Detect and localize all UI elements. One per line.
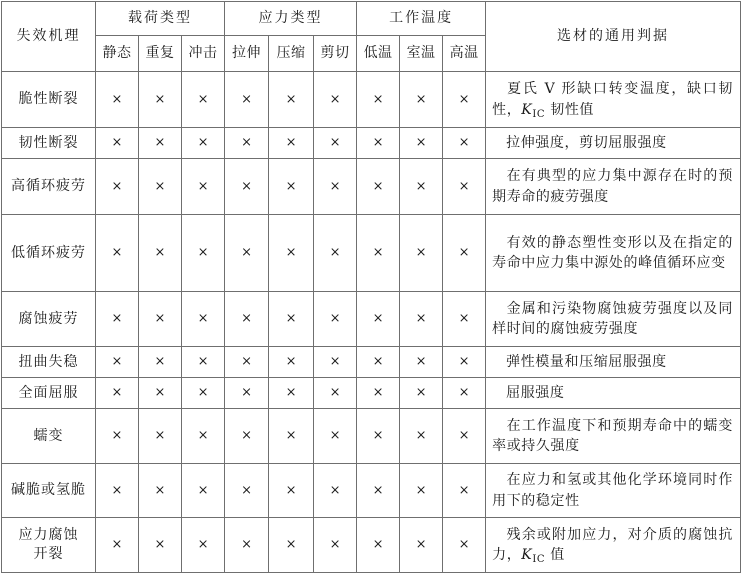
applicability-mark: × bbox=[96, 378, 139, 409]
applicability-mark: × bbox=[269, 464, 314, 518]
applicability-mark: × bbox=[96, 292, 139, 347]
applicability-mark: × bbox=[225, 378, 269, 409]
criteria-text: 在有典型的应力集中源存在时的预期寿命的疲劳强度 bbox=[492, 168, 733, 205]
applicability-mark: × bbox=[269, 128, 314, 159]
applicability-mark: × bbox=[96, 128, 139, 159]
table-row bbox=[2, 409, 741, 464]
table-row bbox=[2, 292, 741, 347]
subheader-impact: 冲击 bbox=[182, 36, 225, 72]
applicability-mark: × bbox=[182, 128, 225, 159]
failure-mode-cell: 扭曲失稳 bbox=[2, 347, 96, 378]
subheader-tension: 拉伸 bbox=[225, 36, 269, 72]
applicability-mark: × bbox=[225, 409, 269, 464]
applicability-mark: × bbox=[225, 518, 269, 573]
table-row bbox=[2, 72, 741, 128]
applicability-mark: × bbox=[182, 159, 225, 215]
applicability-mark: × bbox=[139, 409, 182, 464]
failure-mode-cell: 碱脆或氢脆 bbox=[2, 464, 96, 518]
applicability-mark: × bbox=[314, 378, 357, 409]
applicability-mark: × bbox=[182, 72, 225, 128]
applicability-mark: × bbox=[400, 72, 443, 128]
subheader-low-temp: 低温 bbox=[357, 36, 400, 72]
applicability-mark: × bbox=[225, 159, 269, 215]
applicability-mark: × bbox=[269, 159, 314, 215]
applicability-mark: × bbox=[400, 409, 443, 464]
applicability-mark: × bbox=[357, 159, 400, 215]
header-row bbox=[2, 2, 741, 36]
applicability-mark: × bbox=[96, 518, 139, 573]
applicability-mark: × bbox=[182, 464, 225, 518]
criteria-cell bbox=[486, 159, 741, 215]
failure-mode-cell: 高循环疲劳 bbox=[2, 159, 96, 215]
criteria-text: 有效的静态塑性变形以及在指定的寿命中应力集中源处的峰值循环应变 bbox=[492, 234, 733, 271]
applicability-mark: × bbox=[357, 518, 400, 573]
applicability-mark: × bbox=[443, 409, 486, 464]
applicability-mark: × bbox=[314, 215, 357, 292]
applicability-mark: × bbox=[443, 378, 486, 409]
applicability-mark: × bbox=[139, 215, 182, 292]
header-load-type: 载荷类型 bbox=[96, 2, 225, 36]
applicability-mark: × bbox=[400, 378, 443, 409]
applicability-mark: × bbox=[443, 518, 486, 573]
applicability-mark: × bbox=[443, 215, 486, 292]
applicability-mark: × bbox=[314, 409, 357, 464]
failure-mode-cell: 腐蚀疲劳 bbox=[2, 292, 96, 347]
applicability-mark: × bbox=[357, 378, 400, 409]
criteria-text: 在应力和氢或其他化学环境同时作用下的稳定性 bbox=[492, 472, 733, 509]
table-row bbox=[2, 215, 741, 292]
applicability-mark: × bbox=[443, 72, 486, 128]
criteria-text: 屈服强度 bbox=[506, 384, 565, 401]
applicability-mark: × bbox=[443, 159, 486, 215]
criteria-cell bbox=[486, 378, 741, 409]
applicability-mark: × bbox=[225, 215, 269, 292]
applicability-mark: × bbox=[443, 347, 486, 378]
subheader-high-temp: 高温 bbox=[443, 36, 486, 72]
applicability-mark: × bbox=[269, 215, 314, 292]
applicability-mark: × bbox=[96, 215, 139, 292]
header-stress-type: 应力类型 bbox=[225, 2, 357, 36]
applicability-mark: × bbox=[139, 518, 182, 573]
subheader-room-temp: 室温 bbox=[400, 36, 443, 72]
applicability-mark: × bbox=[443, 128, 486, 159]
applicability-mark: × bbox=[400, 292, 443, 347]
criteria-cell bbox=[486, 72, 741, 128]
criteria-text: 残余或附加应力，对介质的腐蚀抗力， bbox=[492, 526, 733, 563]
applicability-mark: × bbox=[139, 378, 182, 409]
applicability-mark: × bbox=[96, 159, 139, 215]
failure-mode-line: 开裂 bbox=[33, 546, 64, 562]
applicability-mark: × bbox=[357, 72, 400, 128]
table-row bbox=[2, 518, 741, 573]
applicability-mark: × bbox=[269, 518, 314, 573]
table-row bbox=[2, 159, 741, 215]
applicability-mark: × bbox=[357, 215, 400, 292]
criteria-cell bbox=[486, 292, 741, 347]
failure-mode-cell: 蠕变 bbox=[2, 409, 96, 464]
applicability-mark: × bbox=[225, 72, 269, 128]
applicability-mark: × bbox=[96, 72, 139, 128]
applicability-mark: × bbox=[182, 409, 225, 464]
table-row bbox=[2, 128, 741, 159]
failure-mode-cell: 脆性断裂 bbox=[2, 72, 96, 128]
applicability-mark: × bbox=[314, 292, 357, 347]
applicability-mark: × bbox=[225, 347, 269, 378]
criteria-text-tail: 韧性值 bbox=[545, 101, 595, 118]
applicability-mark: × bbox=[400, 128, 443, 159]
criteria-cell bbox=[486, 464, 741, 518]
applicability-mark: × bbox=[357, 409, 400, 464]
criteria-text: 弹性模量和压缩屈服强度 bbox=[506, 353, 667, 370]
applicability-mark: × bbox=[314, 518, 357, 573]
criteria-cell bbox=[486, 409, 741, 464]
applicability-mark: × bbox=[357, 347, 400, 378]
applicability-mark: × bbox=[314, 464, 357, 518]
applicability-mark: × bbox=[314, 128, 357, 159]
applicability-mark: × bbox=[182, 292, 225, 347]
applicability-mark: × bbox=[139, 292, 182, 347]
applicability-mark: × bbox=[139, 72, 182, 128]
subheader-repeated: 重复 bbox=[139, 36, 182, 72]
applicability-mark: × bbox=[314, 347, 357, 378]
header-criteria: 选材的通用判据 bbox=[486, 2, 741, 72]
criteria-text: 拉伸强度，剪切屈服强度 bbox=[506, 134, 667, 151]
applicability-mark: × bbox=[400, 347, 443, 378]
material-selection-table bbox=[1, 1, 741, 573]
fracture-toughness-subscript: IC bbox=[532, 554, 546, 565]
applicability-mark: × bbox=[314, 72, 357, 128]
applicability-mark: × bbox=[182, 347, 225, 378]
failure-mode-cell: 低循环疲劳 bbox=[2, 215, 96, 292]
applicability-mark: × bbox=[225, 464, 269, 518]
applicability-mark: × bbox=[269, 347, 314, 378]
applicability-mark: × bbox=[96, 409, 139, 464]
criteria-cell bbox=[486, 215, 741, 292]
applicability-mark: × bbox=[400, 159, 443, 215]
failure-mode-cell bbox=[2, 518, 96, 573]
applicability-mark: × bbox=[400, 464, 443, 518]
failure-mode-cell: 全面屈服 bbox=[2, 378, 96, 409]
applicability-mark: × bbox=[269, 72, 314, 128]
criteria-text: 金属和污染物腐蚀疲劳强度以及同样时间的腐蚀疲劳强度 bbox=[492, 300, 733, 337]
applicability-mark: × bbox=[400, 215, 443, 292]
criteria-text-tail: 值 bbox=[545, 547, 565, 563]
applicability-mark: × bbox=[269, 378, 314, 409]
applicability-mark: × bbox=[96, 464, 139, 518]
failure-mode-cell: 韧性断裂 bbox=[2, 128, 96, 159]
applicability-mark: × bbox=[357, 292, 400, 347]
table-row bbox=[2, 347, 741, 378]
applicability-mark: × bbox=[96, 347, 139, 378]
applicability-mark: × bbox=[225, 292, 269, 347]
criteria-cell bbox=[486, 518, 741, 573]
fracture-toughness-subscript: IC bbox=[532, 108, 546, 120]
applicability-mark: × bbox=[314, 159, 357, 215]
applicability-mark: × bbox=[182, 378, 225, 409]
subheader-static: 静态 bbox=[96, 36, 139, 72]
applicability-mark: × bbox=[443, 464, 486, 518]
header-temperature: 工作温度 bbox=[357, 2, 486, 36]
criteria-text: 在工作温度下和预期寿命中的蠕变率或持久强度 bbox=[492, 417, 733, 454]
failure-mode-line: 应力腐蚀 bbox=[18, 527, 79, 544]
applicability-mark: × bbox=[269, 409, 314, 464]
criteria-text: 夏氏 V 形缺口转变温度，缺口韧性， bbox=[492, 81, 733, 118]
applicability-mark: × bbox=[443, 292, 486, 347]
criteria-cell bbox=[486, 347, 741, 378]
header-failure-mode: 失效机理 bbox=[2, 2, 96, 72]
table-row bbox=[2, 378, 741, 409]
applicability-mark: × bbox=[182, 518, 225, 573]
subheader-compression: 压缩 bbox=[269, 36, 314, 72]
fracture-toughness-symbol: K bbox=[521, 101, 533, 118]
applicability-mark: × bbox=[357, 464, 400, 518]
applicability-mark: × bbox=[139, 128, 182, 159]
applicability-mark: × bbox=[139, 159, 182, 215]
applicability-mark: × bbox=[225, 128, 269, 159]
subheader-shear: 剪切 bbox=[314, 36, 357, 72]
table-row bbox=[2, 464, 741, 518]
applicability-mark: × bbox=[182, 215, 225, 292]
applicability-mark: × bbox=[269, 292, 314, 347]
applicability-mark: × bbox=[357, 128, 400, 159]
applicability-mark: × bbox=[139, 347, 182, 378]
fracture-toughness-symbol: K bbox=[521, 547, 533, 563]
applicability-mark: × bbox=[139, 464, 182, 518]
applicability-mark: × bbox=[400, 518, 443, 573]
criteria-cell bbox=[486, 128, 741, 159]
